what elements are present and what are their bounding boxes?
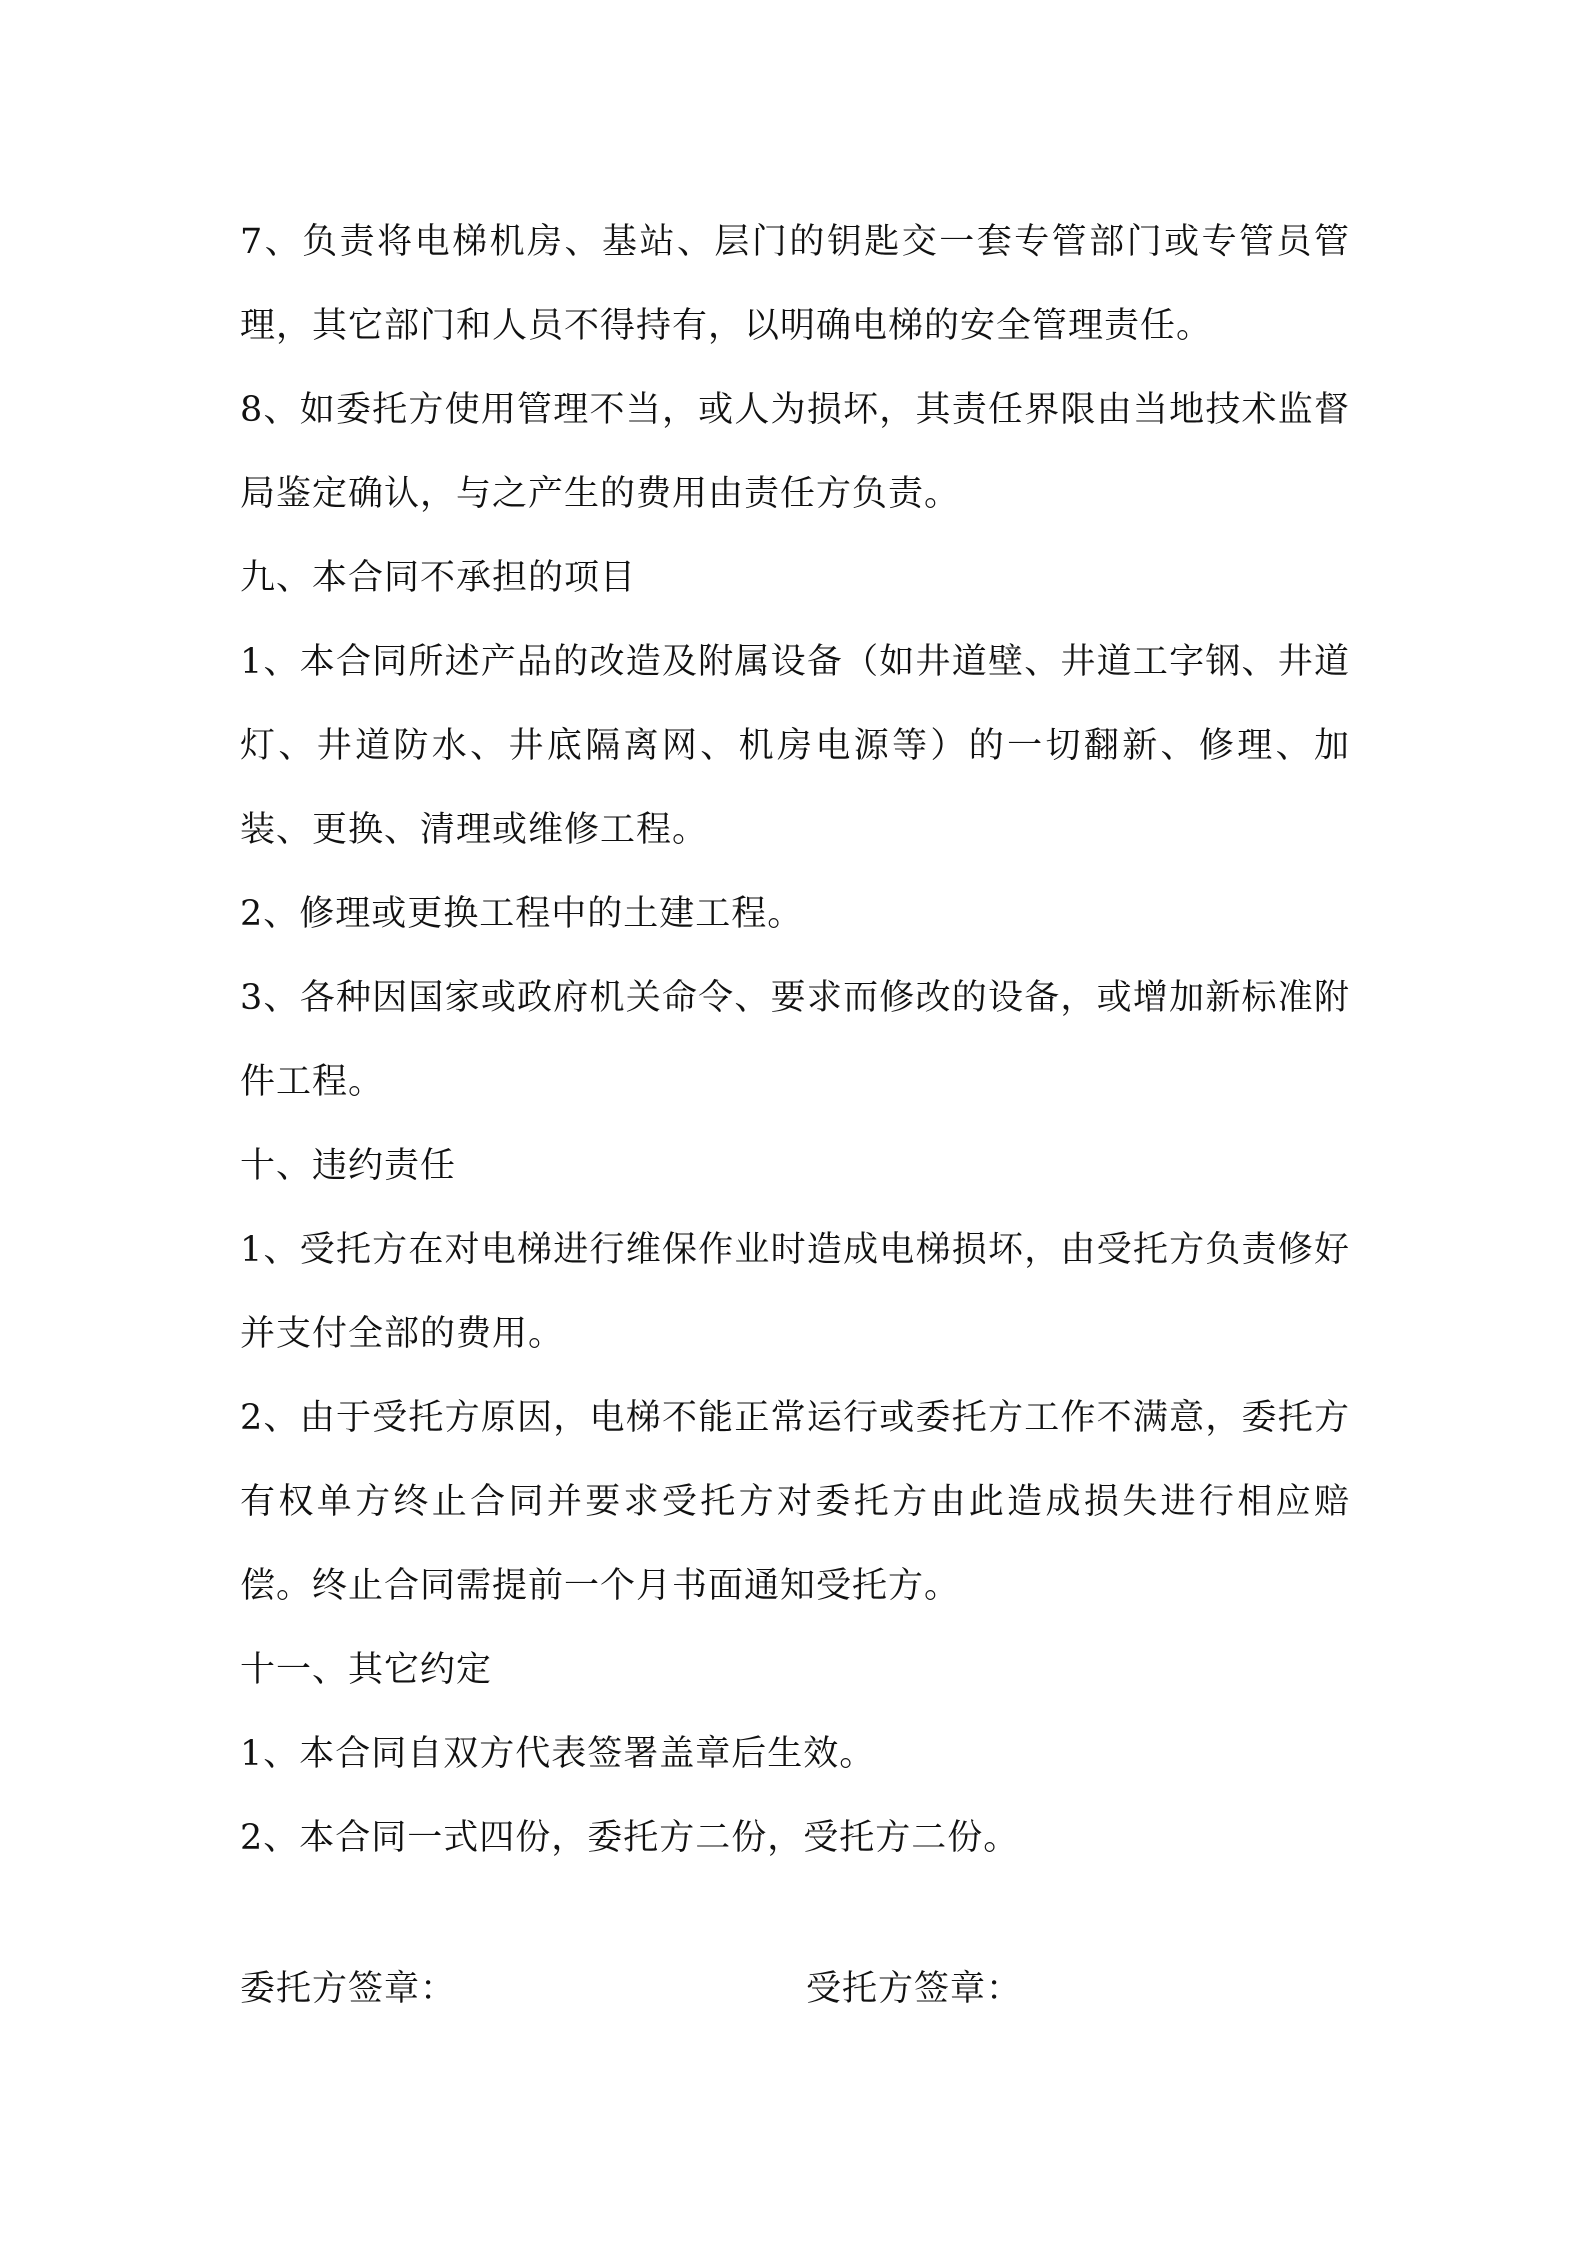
section-10-item-1: 1、受托方在对电梯进行维保作业时造成电梯损坏，由受托方负责修好并支付全部的费用。: [240, 1230, 1350, 1354]
section-11-item-1: 1、本合同自双方代表签署盖章后生效。: [240, 1734, 876, 1774]
client-signature-label: 委托方签章：: [240, 1969, 457, 2009]
section-9-heading: 九、本合同不承担的项目: [240, 558, 637, 598]
contractor-signature-label: 受托方签章：: [806, 1969, 1023, 2009]
clause-7-key-management: 7、负责将电梯机房、基站、层门的钥匙交一套专管部门或专管员管理，其它部门和人员不得持有，以明确电梯的安全管理责任。: [240, 222, 1350, 346]
section-9-item-1: 1、本合同所述产品的改造及附属设备（如井道壁、井道工字钢、井道灯、井道防水、井底隔离网、机房电源等）的一切翻新、修理、加装、更换、清理或维修工程。: [240, 642, 1350, 850]
section-9-item-2: 2、修理或更换工程中的土建工程。: [240, 894, 804, 934]
section-11-heading: 十一、其它约定: [240, 1650, 493, 1690]
clause-8-damage-liability: 8、如委托方使用管理不当，或人为损坏，其责任界限由当地技术监督局鉴定确认，与之产生的费用由责任方负责。: [240, 390, 1350, 514]
section-10-item-2: 2、由于受托方原因，电梯不能正常运行或委托方工作不满意，委托方有权单方终止合同并要求受托方对委托方由此造成损失进行相应赔偿。终止合同需提前一个月书面通知受托方。: [240, 1398, 1350, 1606]
section-11-item-2: 2、本合同一式四份，委托方二份，受托方二份。: [240, 1818, 1020, 1858]
section-10-heading: 十、违约责任: [240, 1146, 457, 1186]
contract-body: [240, 200, 1350, 1880]
section-9-item-3: 3、各种因国家或政府机关命令、要求而修改的设备，或增加新标准附件工程。: [240, 978, 1350, 1102]
signature-row: [240, 1947, 1350, 2031]
